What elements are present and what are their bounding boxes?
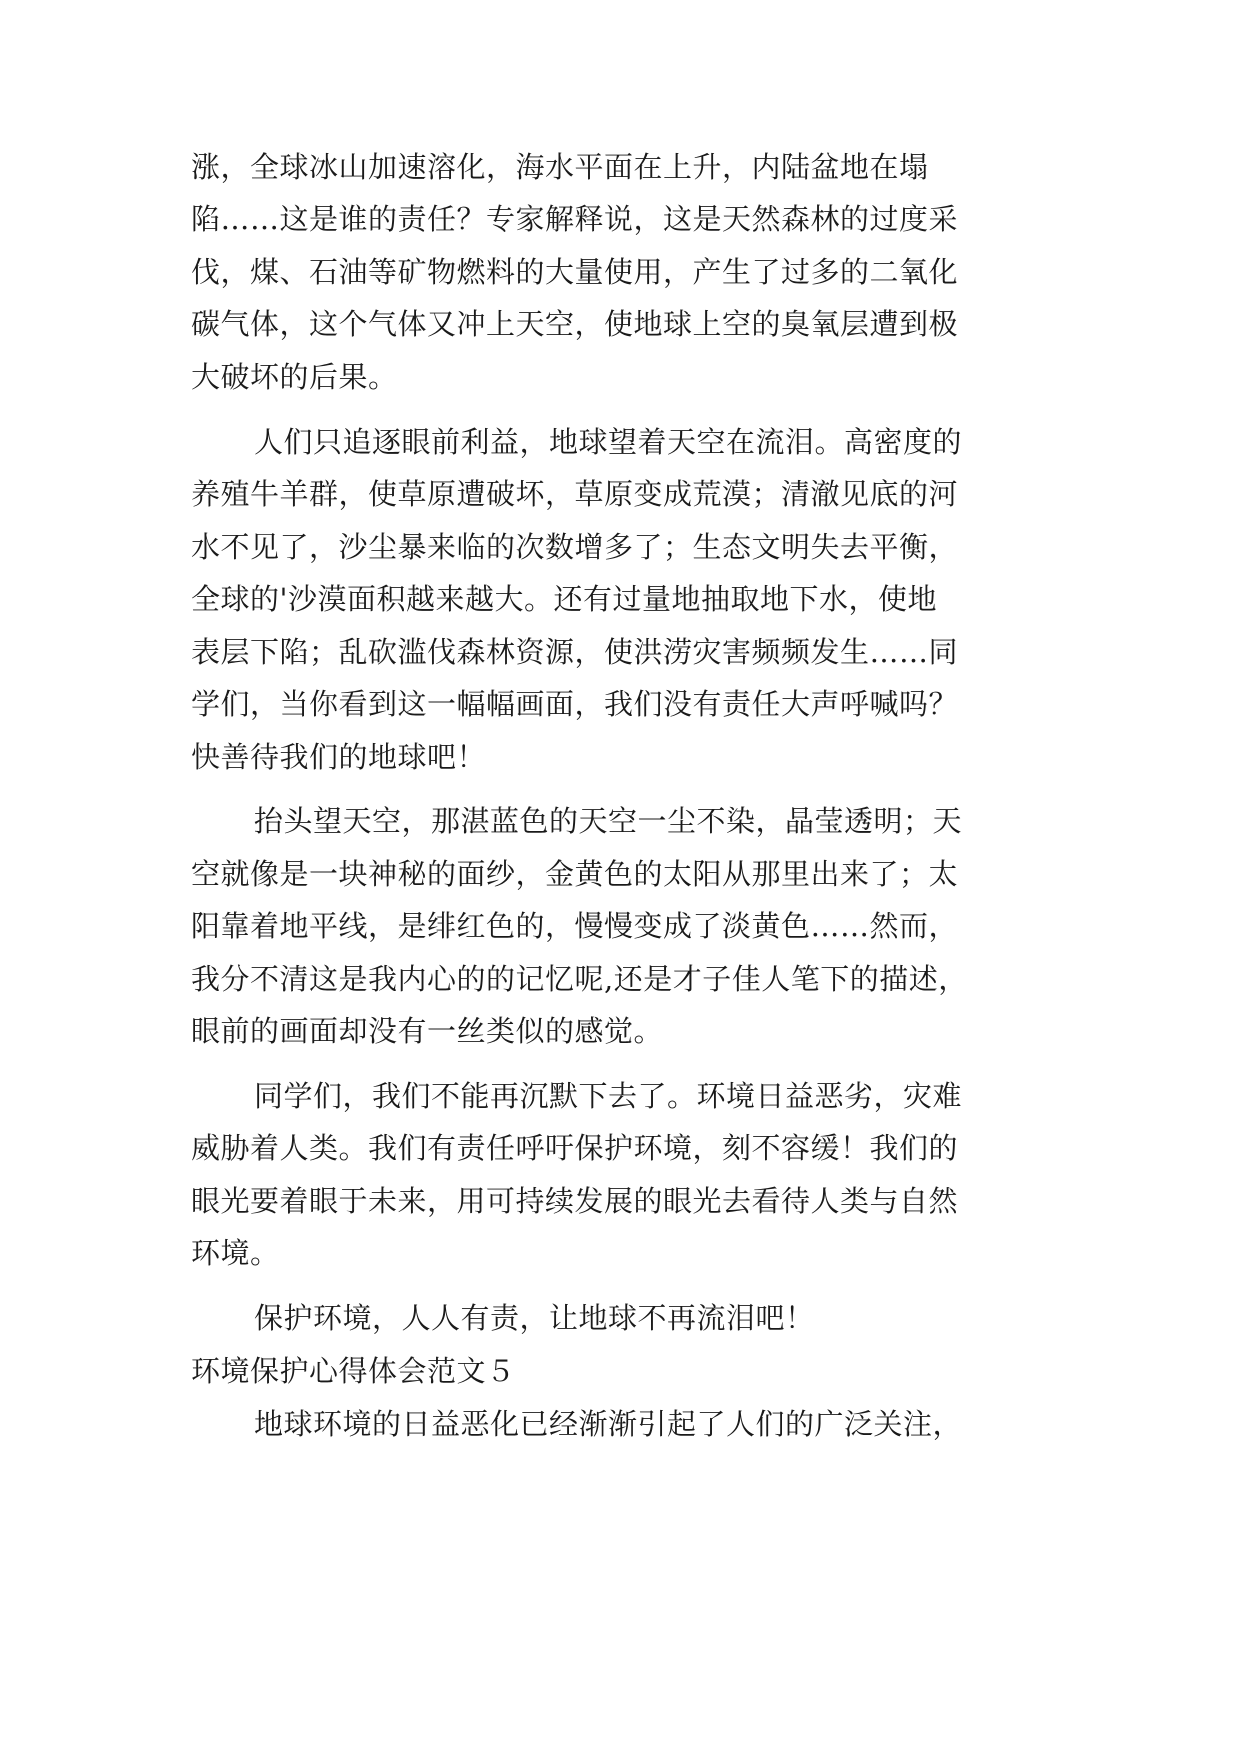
paragraph-1-line-2: 陷……这是谁的责任？专家解释说，这是天然森林的过度采: [191, 202, 959, 236]
paragraph-3-line-3: 阳靠着地平线，是绯红色的，慢慢变成了淡黄色……然而，: [191, 909, 959, 943]
paragraph-2-line-2: 养殖牛羊群，使草原遭破坏，草原变成荒漠；清澈见底的河: [191, 477, 959, 511]
paragraph-5-line-1: 保护环境，人人有责，让地球不再流泪吧！: [254, 1301, 815, 1335]
paragraph-4-line-2: 威胁着人类。我们有责任呼吁保护环境，刻不容缓！我们的: [191, 1131, 959, 1165]
paragraph-1-line-4: 碳气体，这个气体又冲上天空，使地球上空的臭氧层遭到极: [191, 307, 959, 341]
paragraph-2-line-7: 快善待我们的地球吧！: [191, 740, 487, 774]
paragraph-4-line-3: 眼光要着眼于未来，用可持续发展的眼光去看待人类与自然: [191, 1184, 959, 1218]
paragraph-2-line-4: 全球的'沙漠面积越来越大。还有过量地抽取地下水，使地: [191, 582, 937, 616]
paragraph-3-line-1: 抬头望天空，那湛蓝色的天空一尘不染，晶莹透明；天: [254, 804, 963, 838]
paragraph-3-line-4: 我分不清这是我内心的的记忆呢,还是才子佳人笔下的描述，: [191, 962, 968, 996]
paragraph-3-line-5: 眼前的画面却没有一丝类似的感觉。: [191, 1014, 664, 1048]
paragraph-4-line-4: 环境。: [191, 1236, 280, 1270]
paragraph-1-line-3: 伐，煤、石油等矿物燃料的大量使用，产生了过多的二氧化: [191, 255, 959, 289]
paragraph-2-line-5: 表层下陷；乱砍滥伐森林资源，使洪涝灾害频频发生……同: [191, 635, 959, 669]
paragraph-2-line-3: 水不见了，沙尘暴来临的次数增多了；生态文明失去平衡，: [191, 530, 959, 564]
paragraph-1-line-1: 涨，全球冰山加速溶化，海水平面在上升，内陆盆地在塌: [191, 150, 929, 184]
paragraph-2-line-6: 学们，当你看到这一幅幅画面，我们没有责任大声呼喊吗？: [191, 687, 959, 721]
paragraph-2-line-1: 人们只追逐眼前利益，地球望着天空在流泪。高密度的: [254, 425, 963, 459]
section-heading: 环境保护心得体会范文５: [191, 1354, 516, 1388]
paragraph-4-line-1: 同学们，我们不能再沉默下去了。环境日益恶劣，灾难: [254, 1079, 963, 1113]
paragraph-1-line-5: 大破坏的后果。: [191, 360, 398, 394]
section-intro-line-1: 地球环境的日益恶化已经渐渐引起了人们的广泛关注，: [254, 1407, 963, 1441]
paragraph-3-line-2: 空就像是一块神秘的面纱，金黄色的太阳从那里出来了；太: [191, 857, 959, 891]
